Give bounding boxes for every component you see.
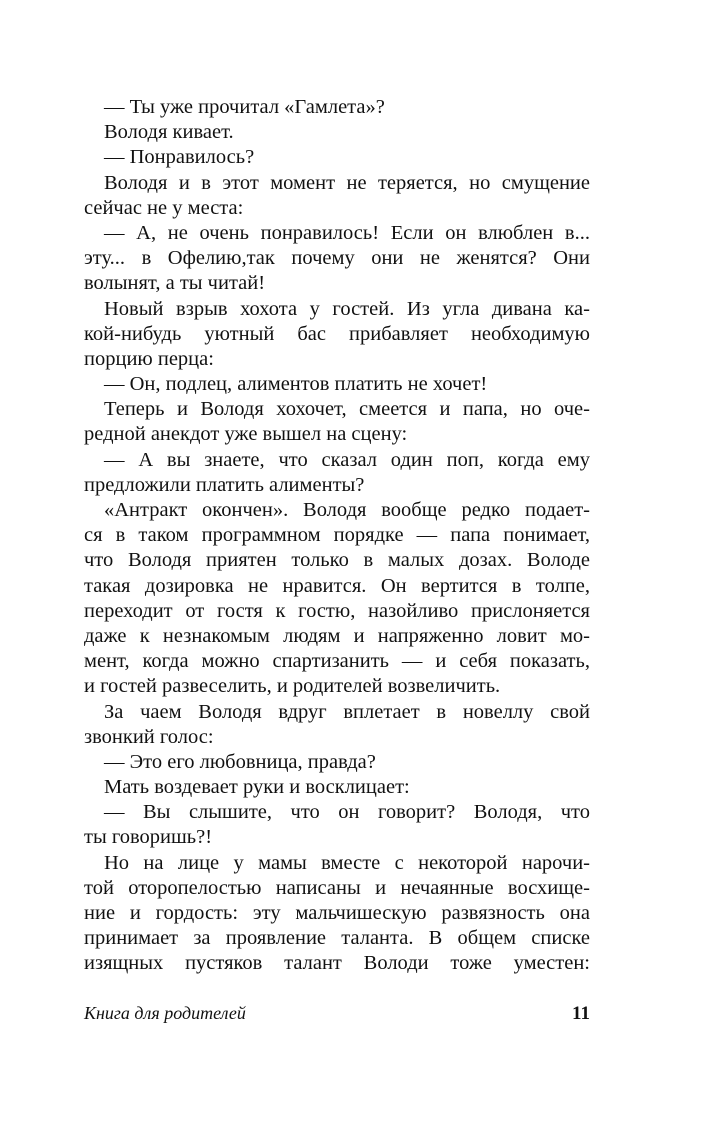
page-body — [84, 95, 590, 977]
text-line: — А вы знаете, что сказал один поп, когда ему — [104, 448, 590, 471]
text-line: За чаем Володя вдруг вплетает в новеллу свой — [104, 700, 590, 723]
text-line: — Ты уже прочитал «Гамлета»? — [104, 96, 385, 118]
text-line: ты говоришь?! — [84, 826, 213, 849]
text-line: изящных пустяков талант Володи тоже уместен: — [84, 952, 590, 975]
text-line: Но на лице у мамы вместе с некоторой нарочи- — [104, 851, 590, 874]
text-line: и гостей развеселить, и родителей возвеличить. — [84, 675, 501, 698]
text-line: эту... в Офелию,так почему они не женятся? Они — [84, 247, 590, 270]
text-line: редной анекдот уже вышел на сцену: — [84, 423, 408, 446]
text-line: — Вы слышите, что он говорит? Володя, что — [104, 801, 590, 824]
page-number: 11 — [572, 1003, 590, 1024]
text-line: звонкий голос: — [84, 725, 214, 748]
text-line: принимает за проявление таланта. В общем списке — [84, 927, 590, 950]
text-line: даже к незнакомым людям и напряженно ловит мо- — [84, 624, 590, 647]
text-line: переходит от гостя к гостю, назойливо прислоняется — [84, 599, 590, 622]
text-line: — Понравилось? — [104, 146, 255, 169]
text-line: Володя кивает. — [104, 121, 234, 144]
text-line: ние и гордость: эту мальчишескую развязность она — [84, 902, 590, 924]
text-line: кой-нибудь уютный бас прибавляет необходимую — [84, 322, 590, 345]
text-line: такая дозировка не нравится. Он вертится в толпе, — [84, 574, 590, 597]
text-line: волынят, а ты читай! — [84, 272, 266, 295]
text-line: сейчас не у места: — [84, 196, 244, 219]
text-line: Володя и в этот момент не теряется, но смущение — [104, 171, 590, 194]
book-title: Книга для родителей — [84, 1003, 246, 1023]
text-line: той оторопелостью написаны и нечаянные восхище- — [84, 876, 590, 899]
text-line: предложили платить алименты? — [84, 473, 365, 496]
text-line: — Он, подлец, алиментов платить не хочет! — [104, 373, 488, 396]
text-line: — Это его любовница, правда? — [104, 750, 376, 773]
page-footer — [84, 1003, 590, 1031]
text-line: — А, не очень понравилось! Если он влюблен в... — [104, 221, 590, 244]
text-line: ся в таком программном порядке — папа понимает, — [84, 524, 590, 547]
text-line: Теперь и Володя хохочет, смеется и папа, но оче- — [104, 398, 590, 421]
text-line: «Антракт окончен». Володя вообще редко подает- — [104, 499, 590, 521]
text-line: Новый взрыв хохота у гостей. Из угла дивана ка- — [104, 297, 590, 320]
text-line: порцию перца: — [84, 347, 214, 370]
text-line: мент, когда можно спартизанить — и себя показать, — [84, 650, 590, 673]
text-line: Мать воздевает руки и восклицает: — [104, 776, 410, 799]
text-line: что Володя приятен только в малых дозах. Володе — [84, 549, 590, 572]
